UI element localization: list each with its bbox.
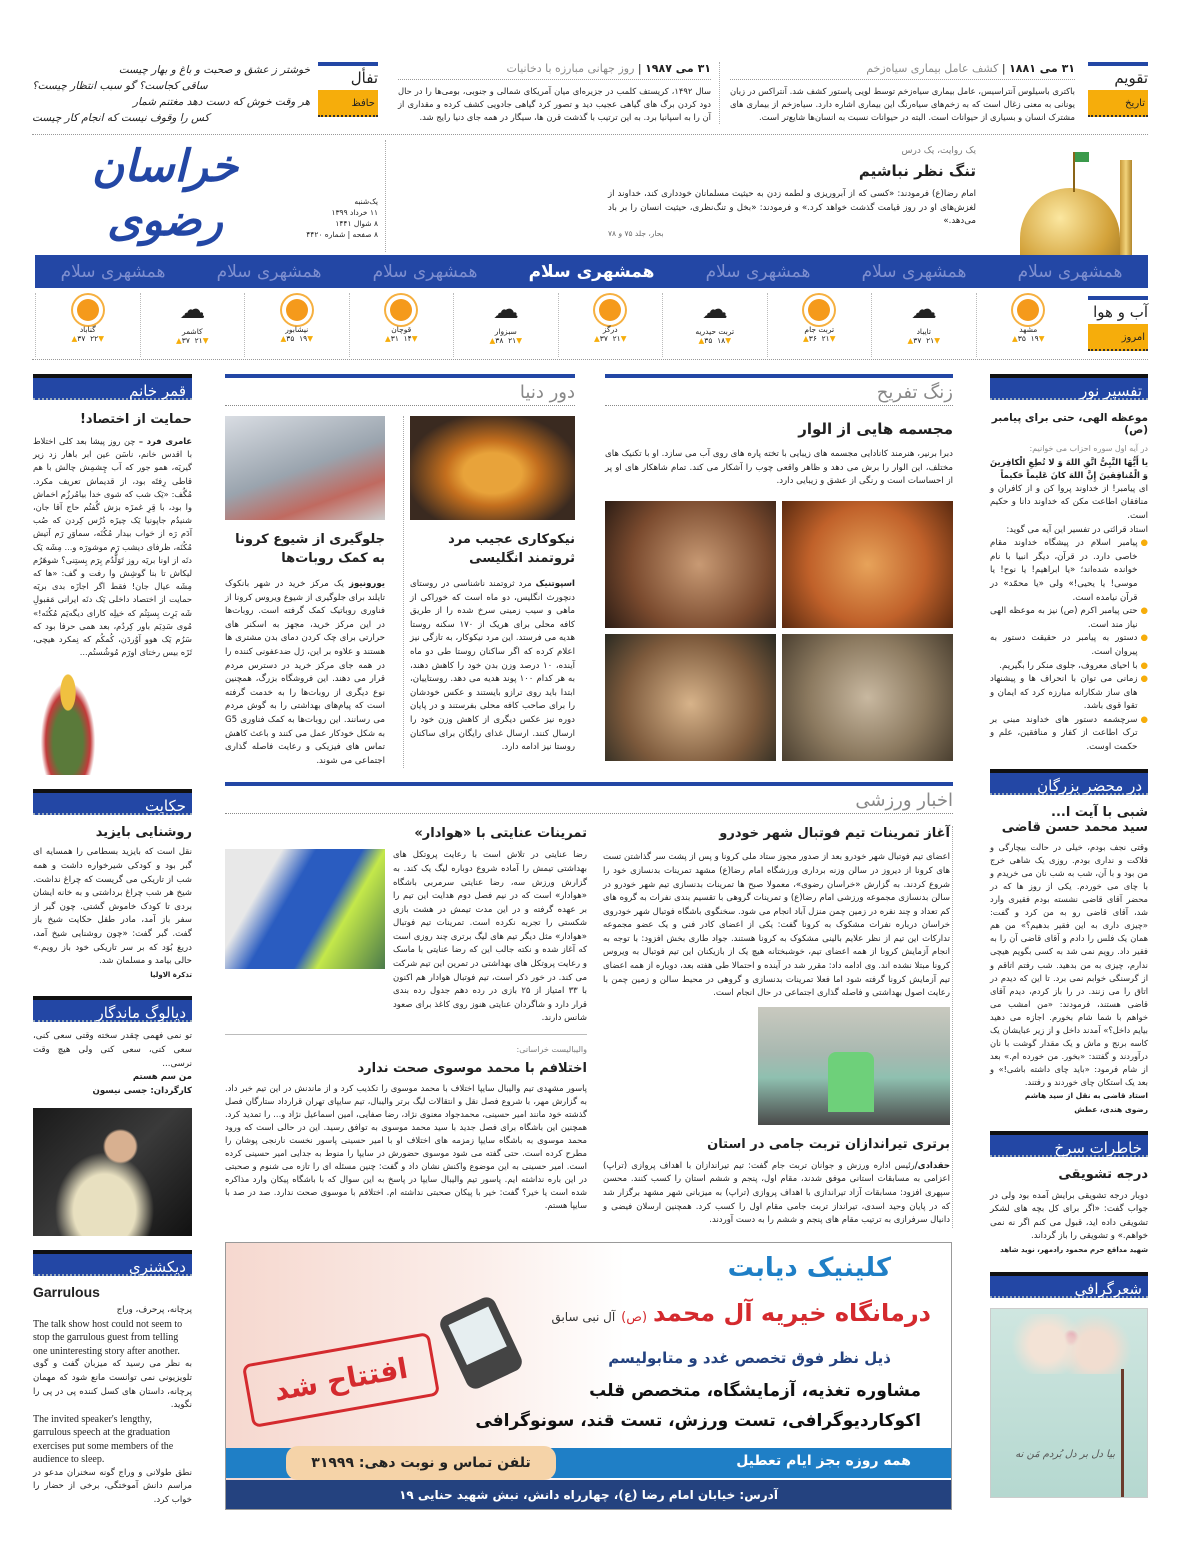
max-arrow-icon: ▲ (176, 336, 182, 345)
tafsir-bullet: با احیای معروف، جلوی منکر را بگیریم. (999, 660, 1138, 671)
temp-max: ۳۵ (1017, 334, 1026, 343)
issue-date-solar: ۱۱ خرداد ۱۳۹۹ (331, 208, 378, 217)
article-shahr-khodro (603, 826, 950, 1125)
article-title: جلوگیری از شیوع کرونا به کمک روبات‌ها (235, 532, 385, 566)
bullet-icon: ● (1140, 674, 1148, 685)
sun-icon (390, 299, 412, 321)
section-header: زنگ تفریح (605, 374, 953, 406)
divider (32, 134, 1148, 135)
article-title: درجه تشویقی (1058, 1166, 1148, 1182)
tafsir-bullet: دستور به پیامبر در حقیقت دستور به پیروان است. (990, 633, 1138, 657)
ad-services: مشاوره تغذیه، آزمایشگاه، متخصص قلب (589, 1380, 921, 1401)
article-rich-man (403, 416, 575, 768)
ad-address: آدرس: خیابان امام رضا (ع)، چهارراه دانش، نبش شهید حنایی ۱۹ (226, 1480, 951, 1510)
poem-line: ساقی کجاست؟ گو سبب انتظار چیست؟ (32, 80, 208, 92)
temp-max: ۳۷ (77, 334, 86, 343)
calendar-body: سال ۱۴۹۲، کریستف کلمب در جزیره‌ای میان آمریکای شمالی و جنوبی، بومی‌ها را در حال دود کردن برگ های گیاهی عجیب دید و تصور کرد گیاهی جادویی کشف کرده و مقداری از آن را به اسپانیا برد. به این ترتیب با گذشت قرن ها، سیگار در همه جای دنیا رایج شد. (398, 86, 711, 122)
temp-min: ۲۱ (508, 336, 517, 345)
gym-training-image (758, 1007, 950, 1125)
cloud-icon: ☁ (701, 295, 728, 325)
tafsir-translation: ای پیامبر! از خداوند پروا کن و از کافران و منافقان اطاعت مکن که خداوند دانا و حکیم است. (990, 483, 1148, 521)
temp-min: ۲۲ (90, 334, 99, 343)
article-mousavi (225, 1043, 587, 1212)
temp-max: ۳۸ (495, 336, 504, 345)
calendar-body: باکتری باسیلوس آنتراسیس، عامل بیماری سیاه‌زخم توسط لویی پاستور کشف شد. آنتراکس در زبان یونانی به معنی زغال است که به زخم‌های سیاه‌رنگ این بیماری اشاره دارد. سیاه‌زخم از بیماری های مشترک انسان و بسیاری از حیوانات است. البته در حیوانات نسبت به انسان‌ها شایع‌تر است. (730, 86, 1075, 122)
poem-line: هر وقت خوش که دست دهد مغتنم شمار (132, 96, 310, 108)
city-name: تربت جام (804, 325, 835, 334)
article-body: نقل است که بایزید بسطامی را همسایه ای گبر بود و کودکی شیرخواره داشت و همه شب از تاریکی می گریست که چراغ نداشت. شیخ هر شب چراغ برداشتی و به خانه ایشان بردی تا کودک خاموش گشتی. چون گبر از سفر باز آمد، مادر طفل حکایت شیخ باز گفت. گبر گفت: «چون روشنایی شیخ آمد، دریغ بُوَد که بر سر تاریکی خود باز رویم.» حالی بیامد و مسلمان شد. (33, 847, 192, 967)
weather-tag: امروز (1088, 324, 1148, 351)
ad-hours: همه روزه بجز ایام تعطیل (736, 1452, 911, 1469)
bullet-icon: ● (1140, 660, 1148, 671)
weather-label-block (1088, 296, 1148, 351)
section-header: شعرگرافی (990, 1272, 1148, 1298)
tafsir-verse: یا أَیُّهَا النَّبِیُّ اتَّقِ اللهَ وَ لا تُطِعِ الْکافِرینَ وَ الْمُنافِقینَ إِنَّ اللهَ کانَ عَلیماً حَکیماً (990, 456, 1148, 481)
dictionary-word: Garrulous (33, 1284, 100, 1301)
min-arrow-icon: ▼ (725, 336, 731, 345)
article-title: آغاز تمرینات تیم فوتبال شهر خودرو (719, 826, 950, 842)
ad-title: کلینیک دیابت (727, 1252, 891, 1283)
poem-text: بیا دل بر دل بُردم مَن نه (1015, 1448, 1115, 1460)
sports-row (225, 826, 953, 1228)
band-item: همشهری سلام (528, 261, 655, 282)
temp-max: ۳۷ (181, 336, 190, 345)
max-arrow-icon: ▲ (71, 334, 78, 343)
dictionary-section (33, 1250, 192, 1507)
calendar-title: روز جهانی مبارزه با دخانیات (506, 62, 635, 75)
min-arrow-icon: ▼ (202, 336, 209, 345)
shergrafi-section (990, 1272, 1148, 1498)
diabetes-clinic-ad[interactable] (225, 1242, 952, 1510)
ad-subtitle: ذیل نظر فوق تخصص غدد و متابولیسم (608, 1348, 891, 1367)
qamar-khanom-section (33, 374, 192, 775)
calendar-label: تقویم (1088, 62, 1148, 90)
bullet-icon: ● (1140, 633, 1148, 644)
center-row-top (225, 374, 953, 768)
hekayat-section (33, 789, 192, 982)
band-item: همشهری سلام (861, 261, 967, 282)
tafsir-lead: استاد قرائتی در تفسیر این آیه می گوید: (1006, 524, 1148, 535)
article-source: رضوی هندی، عطش (1074, 1105, 1148, 1115)
bullet-icon: ● (1140, 538, 1148, 549)
glucose-meter-icon (437, 1294, 525, 1392)
max-arrow-icon: ▲ (594, 334, 600, 343)
ad-phone[interactable]: تلفن تماس و نوبت دهی: ۳۱۹۹۹ (286, 1446, 556, 1480)
article-title: روشنایی بایزید (95, 825, 192, 841)
sun-icon (808, 299, 830, 321)
hadith-title: تنگ نظر نباشیم (858, 162, 976, 180)
weather-city (871, 293, 976, 357)
tafsir-bullet: حتی پیامبر اکرم (ص) نیز به موعظه الهی نیاز مند است. (990, 606, 1138, 630)
temp-min: ۱۹ (1030, 334, 1039, 343)
article-enayati (225, 826, 587, 1026)
article-title: حمایت از اختصاد! (79, 412, 192, 427)
calendar-date: ۳۱ می ۱۹۸۷ (645, 62, 711, 75)
article-title: تمرینات عنایتی با «هوادار» (414, 826, 587, 842)
example-fa: نطق طولانی و وراج گونه سخنران مدعو در مراسم دانش آموختگی، برخی از حضار را خواب کرد. (33, 1467, 192, 1506)
max-arrow-icon: ▲ (489, 336, 496, 345)
sculpture-image (605, 501, 776, 628)
calendar-item-1: ۳۱ می ۱۸۸۱ | کشف عامل بیماری سیاه‌زخم باکتری باسیلوس آنتراسیس، عامل بیماری سیاه‌زخم توسط لویی پاستور کشف شد. آنتراکس در زبان یونانی به معنی زغال است که به زخم‌های سیاه‌رنگ این بیماری اشاره دارد. سیاه‌زخم از بیماری های مشترک انسان و بسیاری از حیوانات است. البته در حیوانات نسبت به انسان‌ها شایع‌تر است. (730, 62, 1075, 122)
hadith-block (608, 146, 976, 238)
min-arrow-icon: ▼ (934, 336, 940, 345)
shrine-dome-image (1015, 140, 1148, 255)
weather-city (767, 293, 872, 357)
band-item: همشهری سلام (216, 261, 322, 282)
min-arrow-icon: ▼ (620, 334, 627, 343)
example-fa: به نظر می رسید که میزبان گفت و گوی تلویزیونی نمی توانست مانع شود که مهمان پرچانه، داستان های کسل کننده پی در پی را نگوید. (33, 1359, 192, 1411)
max-arrow-icon: ▲ (907, 336, 914, 345)
article-lead: حقدادی/ (914, 1160, 950, 1171)
sculpture-image (605, 634, 776, 761)
divider (385, 140, 386, 252)
max-arrow-icon: ▲ (803, 334, 809, 343)
sculpture-image (782, 634, 953, 761)
ad-former-name: آل نبی سابق (551, 1309, 616, 1324)
movie-title: من سم هستم (132, 1072, 192, 1083)
bozorgan-section (990, 769, 1148, 1117)
dor-donya-section (225, 374, 575, 768)
city-name: کاشمر (181, 327, 203, 336)
article-source: شهید مدافع حرم محمود رادمهر، نوید شاهد (1000, 1246, 1148, 1254)
left-column (33, 374, 192, 1522)
article-body: رضا عنایتی در تلاش است با رعایت پروتکل های بهداشتی تیمش را آماده شروع دوباره لیگ یک کند. به گزارش ورزش سه، رضا عنایتی سرمربی باشگاه «هوادار» است که در نیم فصل دوم هدایت این تیم را بر عهده گرفته و در این مدت تیمش در هشت بازی شکستی را تجربه نکرده است. تمرینات تیم فوتبال «هوادار» مثل دیگر تیم های لیگ برتری چند روزی است که آغاز شده و نکته جالب این که رضا عنایتی با ماسک و رعایت پروتکل های بهداشتی در تمرین این تیم شرکت می کند. در خور ذکر است، تیم فوتبال هوادار هم اکنون با ۳۳ امتیاز از ۲۵ بازی در رده دهم جدول رده بندی قرار دارد و شاگردان عنایتی هنوز روی کاغذ برای صعود شانس دارند. (393, 850, 588, 1024)
issue-pages: ۸ صفحه (352, 230, 378, 239)
band-item: همشهری سلام (1017, 261, 1123, 282)
article-body: مرد ثروتمند ناشناسی در روستای دنچورث انگلیس، دو ماه است که خوراکی از ماهی و سیب زمینی سرخ شده را از طریق کافه محلی برای هریک از ۱۷۰ سکنه روستا هدیه می فرستد. این مرد نیکوکار، به تازگی نیز اعلام کرده که اگر ساکنان روستا طی دو ماه آینده، ۱۰ درصد وزن بدن خود را کاهش دهند، به هر کدام ۱۰۰ پوند هدیه می دهد. روستاییان، ابتدا باید روی ترازو بایستند و عکس خودشان را برای صاحب کافه محلی بفرستند و در پایان دوره نیز عکس دیگری از کاهش وزن خود را ارسال کنند. ارسال غذای رایگان برای ساکنان روستا نیز ادامه دارد. (410, 579, 576, 753)
temp-max: ۳۱ (390, 334, 399, 343)
min-arrow-icon: ▼ (516, 336, 522, 345)
issue-date-lunar: ۸ شوال ۱۴۴۱ (335, 219, 378, 228)
divider (32, 359, 1148, 360)
ad-clinic-name: درمانگاه خیریه آل محمد (653, 1298, 931, 1327)
weather-label: آب و هوا (1088, 296, 1148, 324)
sculpture-gallery (605, 501, 953, 761)
mall-robot-image (225, 416, 385, 520)
weather-forecast (35, 293, 1080, 357)
min-arrow-icon: ▼ (829, 334, 836, 343)
issue-info: یک‌شنبه ۱۱ خرداد ۱۳۹۹ ۸ شوال ۱۴۴۱ ۸ صفحه | شماره ۴۴۲۰ (300, 196, 378, 240)
temp-min: ۱۹ (299, 334, 308, 343)
hadith-body: امام رضا(ع) فرمودند: «کسی که از آبروریزی و لطمه زدن به حیثیت مسلمانان خودداری کند، خداوند از لغزش‌های او در روز قیامت گذشت خواهد کرد.» و فرمودند: «بخل و تنگ‌نظری، حیثیت انسان را بر باد می‌دهد.» (608, 189, 976, 226)
article-lead: عامری فرد – (138, 436, 193, 446)
calendar-item-2: ۳۱ می ۱۹۸۷ | روز جهانی مبارزه با دخانیات سال ۱۴۹۲، کریستف کلمب در جزیره‌ای میان آمریکای شمالی و جنوبی، بومی‌ها را در حال دود کردن برگ های گیاهی عجیب دید و تصور کرد گیاهی جادویی کشف کرده و مقداری از آن را به اسپانیا برد. به این ترتیب با گذشت قرن ها، سیگار در همه جای دنیا رایج شد. (398, 62, 720, 124)
movie-still-image (33, 1108, 192, 1236)
article-title: اختلافم با محمد موسوی صحت ندارد (357, 1060, 587, 1076)
opening-stamp: افتتاح شد (242, 1332, 440, 1428)
city-name: تایباد (916, 327, 931, 336)
article-source: استاد قاضی به نقل از سید هاشم (1024, 1091, 1148, 1101)
article-tirandazan (603, 1137, 950, 1228)
article-title: نیکوکاری عجیب مرد ثروتمند انگلیسی (448, 532, 575, 566)
sun-icon (599, 299, 621, 321)
sun-icon (77, 299, 99, 321)
max-arrow-icon: ▲ (280, 334, 287, 343)
fish-and-chips-image (410, 416, 575, 520)
max-arrow-icon: ▲ (1012, 334, 1018, 343)
min-arrow-icon: ▼ (307, 334, 313, 343)
temp-min: ۲۱ (194, 336, 203, 345)
weather-city (558, 293, 663, 357)
article-title: مجسمه هایی از الوار (798, 420, 953, 438)
sports-right-column (603, 826, 953, 1228)
city-name: گناباد (79, 325, 96, 334)
article-body: دبرا برنیر، هنرمند کانادایی مجسمه های زیبایی با تخته پاره های روی آب می سازد. او با تکنیک های مختلف، این الوار را برش می دهد و ظاهر واقعی چوب را آشکار می کند. تمام شاهکار های او پر از احساسات است و رنگی از عشق و زیبایی دارد. (605, 449, 953, 487)
poem-line: کس را وقوف نیست که انجام کار چیست (32, 112, 210, 124)
cloud-icon: ☁ (179, 295, 206, 325)
temp-max: ۳۵ (286, 334, 295, 343)
article-body: پاسور مشهدی تیم والیبال سایپا اختلاف با محمد موسوی را تکذیب کرد و از ماندنش در این تیم خبر داد. به گزارش مهر، با شروع فصل نقل و انتقالات لیگ برتر والیبال، تیم سایپای تهران قرارداد ستارگان فصل گذشته خود مانند امیر حسینی، محمدجواد معنوی نژاد، رضا صفایی، امین اسماعیل نژاد و... را تمدید کرد. همچنین این باشگاه برای فصل جدید با سید محمد موسوی به توافق رسید. این در حالی است که ورود محمد موسوی به باشگاه سایپا زمزمه های اختلاف او با امیر حسینی پاسور نخست نارنجی پوشان را مطرح کرده است. حتی گفته می شود موسوی حضورش در سایپا را منوط به جدایی امیر حسینی کرده است. امیر حسینی به این موضوع واکنش نشان داد و گفت: چنین مسئله ای را تازه می شنوم و صحبتی در این باره نداشته ایم. پاسور تیم والیبال سایپا در پاسخ به این سوال که با باشگاه پیکان وارد مذاکره شده است یا خیر؟ گفت: خیر با پیکان صحبتی نداشته ام. اختلافم با موسوی صحت ندارد. صد در صد با سایپا هستم. (225, 1082, 587, 1210)
tafsir-bullet: پیامبر اسلام در پیشگاه خداوند مقام خاصی دارد. در قرآن، دیگر انبیا با نام خوانده شده‌اند؛ «یا ابراهیم! یا نوح! یا موسی! یا یحیی!» ولی «یا محمّد» در قرآن نیامده است. (990, 538, 1138, 603)
hadith-source: بحار، جلد ۷۵ و ۷۸ (608, 228, 664, 238)
sculpture-image (782, 501, 953, 628)
section-header: در محضر بزرگان (990, 769, 1148, 795)
section-header: تفسیر نور (990, 374, 1148, 400)
movie-quote: تو نمی فهمی چقدر سخته وقتی سعی کنی، سعی کنی، سعی کنی ولی هیچ وقت نرسی... (33, 1031, 192, 1069)
word-meaning: پرچانه، پرحرف، وراج (116, 1305, 192, 1316)
zang-tafrih-section (605, 374, 953, 768)
max-arrow-icon: ▲ (385, 334, 391, 343)
article-lead: اسپوتنیک (535, 579, 575, 589)
temp-max: ۳۷ (913, 336, 922, 345)
poem-line: خوشتر ز عشق و صحبت و باغ و بهار چیست (118, 64, 310, 76)
tafaol-label: تفأل (318, 62, 378, 90)
band-item: همشهری سلام (705, 261, 811, 282)
bullet-icon: ● (1140, 714, 1148, 725)
article-body: اعضای تیم فوتبال شهر خودرو بعد از صدور مجوز ستاد ملی کرونا و پس از پشت سر گذاشتن تست های کرونا از دیروز در سالن وزنه برداری ورزشگاه امام رضا(ع) مشهد تمرینات بدنسازی خود را شروع کردند. به گزارش «خراسان رضوی»، معمولا صبح ها تمرینات بدنسازی تیم شهر خودرو در سالن بدنسازی مجموعه ورزشی امام رضا(ع) و تمرینات گروهی با تقسیم بندی نفرات به گروه های کم تعداد و چند نفره در زمین چمن منزل آباد انجام می شود. سخنگوی باشگاه فوتبال شهر خودروی خراسان درباره نفرات مشکوک به کرونا گفت: یکی از اعضای کادر فنی و یک عضو مجموعه تدارکات این تیم از نظر علایم بالینی مشکوک به کرونا هستند. جواد طاری بخش افزود: با توجه به انجام آزمایش کرونا از همه اعضای تیم، خوشبختانه هیچ یک از بازیکنان این تیم فوتبال به ویروس کرونا مبتلا نشده اند. وی ادامه داد: مقرر شد در آینده و احتمالا طی هفته بعد، دوباره از همه اعضای تیم آزمایش کرونا گرفته شود اما فعلا تمرینات بدنسازی و گروهی در محیط سالن و زمین چمن با رعایت اصول بهداشتی و فاصله گذاری اجتماعی در حال انجام است. (603, 852, 950, 999)
temp-min: ۲۱ (821, 334, 830, 343)
temp-min: ۲۱ (926, 336, 935, 345)
city-name: سبزوار (494, 327, 517, 336)
issue-day: یک‌شنبه (354, 197, 378, 206)
article-kicker: والیبالیست خراسانی: (516, 1045, 587, 1055)
article-lead: یورونیوز (349, 579, 385, 589)
article-title: شبی با آیت ا... (1051, 804, 1148, 820)
tafsir-intro: در آیه اول سوره احزاب می خوانیم: (1029, 444, 1148, 453)
tafsir-bullets (990, 537, 1148, 755)
calendar-title: کشف عامل بیماری سیاه‌زخم (866, 62, 999, 75)
band-item: همشهری سلام (60, 261, 166, 282)
article-title: موعظه الهی، حتی برای پیامبر (ص) (991, 412, 1148, 436)
bullet-icon: ● (1140, 606, 1148, 617)
article-title: برتری تیراندازان تربت جامی در استان (707, 1136, 950, 1152)
weather-city (140, 293, 245, 357)
example-en: The invited speaker's lengthy, garrulous speech at the graduation exercises put some members of the audience to sleep. (33, 1413, 174, 1466)
section-header: حکایت (33, 789, 192, 815)
article-body: چن روز پیشا بعد کلی اختلاط با اقدس خانم، ناسَن عین ابر باهار زد زیر گیریَه، همو جور که آب چِشمِش چالش با هم قاطی رِفتَه بود، از قدیماش تعریف مکرد. مُگُف: «یَک شب که شوی خدا بیامُرزُم اخماش وا بود، با قِرِ غمزَه بزش گُفتُم حاج آقا جان، شنیدُم جاپونیا یَک چیزَه دُرُس کِردن که صُب آدَم رَه از خواب بیدار مُکُنَه، سماوَرِ رَم آتیش مُکُنَه، ظرفای دیشب رَم موشورَه و... مِشَه یَک دنَه از اونا بریَه روز تَوَلُّدُم بِرَم بِستِنی؟ شوهَرُم لیکاش تا بنا گوشِش وا رفت و گف: «ها که مِشَه عیال جان! فقط اگر اجازَه بدی بریَه حمایت از اختصاد داخلی یَک دنَه ایرانی مَقبولِ شَه بَرِت بِستِنُم که خیلِه کارای دیگه‌یَم مُکُنَه!» مُوی سَدِیَم باور کِردُم، بعد همی حرفا بود که سَرُم یَک هوو آوُردَن، کُمکُم که نِمکرد هیچی، تَزَه بیس رختای اورَم مُوشُستُم... (33, 436, 192, 658)
tafaol-label-block (318, 62, 378, 117)
calendar-date: ۳۱ می ۱۸۸۱ (1009, 62, 1075, 75)
tafsir-section (990, 374, 1148, 755)
band-item: همشهری سلام (372, 261, 478, 282)
center-area (225, 374, 953, 1510)
orchid-poem-image (990, 1308, 1148, 1498)
article-body: یک مرکز خرید در شهر بانکوک تایلند برای جلوگیری از شیوع ویروس کرونا از فناوری روباتیک کمک گرفته است. روبات‌ها در این مرکز خرید، مجهز به اسکنر های حرارتی برای چک کردن دمای بدن مشتری ها هستند و علاوه بر این، ژل ضدعفونی کننده را در همه جای مرکز خرید در دسترس مردم قرار می دهند. این فروشگاه بزرگ، همچنین نوع دیگری از روبات‌ها را به خدمت گرفته است که پیام‌های بهداشتی را به گوش مردم می رسانند. این روبات‌ها به کمک فناوری G5 به شکل خودکار عمل می کنند و باعث کاهش تماس های فیزیکی و رعایت فاصله گذاری اجتماعی می شوند. (225, 579, 385, 766)
max-arrow-icon: ▲ (698, 336, 705, 345)
sun-icon (286, 299, 308, 321)
section-header: دیکشنری (33, 1250, 192, 1276)
hafez-poem (32, 62, 310, 126)
tafsir-bullet: زمانی می توان با انحراف ها و پیشنهاد های ساز شکارانه مبارزه کرد که ایمان و تقوا قوی باشد. (990, 674, 1138, 712)
football-training-image (225, 849, 385, 969)
cloud-icon: ☁ (910, 295, 937, 325)
city-name: نیشابور (285, 325, 309, 334)
calendar-tag: تاریخ (1088, 90, 1148, 117)
section-header: اخبار ورزشی (225, 782, 953, 814)
temp-max: ۳۶ (808, 334, 817, 343)
divider (225, 1034, 587, 1035)
city-name: قوچان (391, 325, 412, 334)
temp-max: ۳۷ (599, 334, 608, 343)
weather-city (35, 293, 140, 357)
ad-services: اکوکاردیوگرافی، تست ورزش، تست قند، سونوگرافی (475, 1410, 921, 1431)
temp-max: ۳۵ (704, 336, 713, 345)
section-header: دور دنیا (225, 374, 575, 406)
tafsir-bullet: سرچشمه دستور های خداوند مبنی بر ترک اطاعت از کفار و منافقین، علم و حکمت اوست. (990, 714, 1138, 753)
temp-min: ۱۴ (403, 334, 412, 343)
sun-icon (1017, 299, 1039, 321)
temp-min: ۱۸ (717, 336, 726, 345)
weather-city (244, 293, 349, 357)
khaterat-section (990, 1131, 1148, 1258)
hadith-kicker: یک روایت، یک درس (901, 146, 976, 156)
issue-number: شماره ۴۴۲۰ (306, 230, 346, 239)
cloud-icon: ☁ (492, 295, 519, 325)
newspaper-logo: خراسان رضوی (91, 141, 239, 246)
article-subtitle: سید محمد حسن قاضی (1001, 819, 1148, 835)
qamar-khanom-cartoon (33, 665, 103, 775)
min-arrow-icon: ▼ (411, 334, 418, 343)
min-arrow-icon: ▼ (1038, 334, 1045, 343)
temp-min: ۲۱ (612, 334, 621, 343)
example-en: The talk show host could not seem to stop the garrulous guest from telling one uninteresting story after another. (33, 1318, 183, 1357)
article-body: دوبار درجه تشویقی برایش آمده بود ولی در جواب گفت: «اگر برای کل بچه های لشکر تشویقی داده اید، قبول می کنم اگر نه نمی خواهم.» و تشویقی را باز گرداند. (990, 1190, 1148, 1242)
weather-city (976, 293, 1081, 357)
article-body: وقتی نجف بودم، خیلی در حالت بیچارگی و فلاکت و نداری بودم. روزی یک شاهی خرج من بود و با آن، شب به شب نان می خریدم و با چای می خوردم. یکی از روز ها که در محضر آقای قاضی نشسته بودم فقیری وارد شد، آقای قاضی رو به من کرد و گفت: «چیزی داری به این فقیر بدهیم؟» من هم همان یک فلس را دادم و آقای قاضی آن را به فقیر داد. رویم نمی شد به کسی بگویم هیچی ندارم، چیزی به من بدهید. شب رفتم اتاقم و از گرسنگی خوابم نمی برد. تا این که دیدم در اتاق را می زنند. در را باز کردم، دیدم آقای قاضی هستند، فرمودند: «من امشب می خواهم با شما شام بخورم. اجازه می دهید بیایم داخل؟» آمدند داخل و از زیر عبایشان یک کاسه برنج و ماش و یک مقدار گوشت با نان درآوردند و گفتند: «بخور. من خورده ام.» بعد از شام فرمود: «باید چای داشته باشی!» و بعد یک استکان چای خوردند و رفتند. (990, 841, 1148, 1088)
section-header: دیالوگ ماندگار (33, 996, 192, 1022)
article-body: رئیس اداره ورزش و جوانان تربت جام گفت: تیم تیراندازان با اهداف پروازی (تراپ) اعزامی به مسابقات استانی موفق شدند، مقام اول، پنجم و ششم استان را کسب کنند. محسن سپهری افزود: مسابقات آزاد تیراندازی با اهداف پروازی (تراپ) به میزبانی شهر مشهد برگزار شد که در پایان وحید اسدی، تیرانداز تربت جامی مقام اول را کسب کرد. همچنین ارسلان فیضی و دانیال سرفرازی به ترتیب مقام های پنجم و ششم را به دست آوردند. (603, 1160, 950, 1226)
weather-city (349, 293, 454, 357)
city-name: مشهد (1019, 325, 1038, 334)
min-arrow-icon: ▼ (98, 334, 104, 343)
weather-city (662, 293, 767, 357)
calendar-label-block (1088, 62, 1148, 117)
ad-sup: (ص) (621, 1309, 648, 1325)
city-name: تربت حیدریه (695, 327, 735, 336)
article-source: تذکرة الاولیا (150, 970, 192, 979)
movie-director: کارگردان: جسی نیسون (92, 1085, 192, 1096)
section-header: قمر خانم (33, 374, 192, 400)
weather-city (453, 293, 558, 357)
right-column (990, 374, 1148, 1512)
dialog-section (33, 996, 192, 1236)
city-name: درگز (602, 325, 618, 334)
tafaol-tag: حافظ (318, 90, 378, 117)
section-header: خاطرات سرخ (990, 1131, 1148, 1157)
article-robots (225, 416, 385, 768)
sports-left-column (225, 826, 587, 1228)
hamshahri-salam-band (35, 255, 1148, 288)
